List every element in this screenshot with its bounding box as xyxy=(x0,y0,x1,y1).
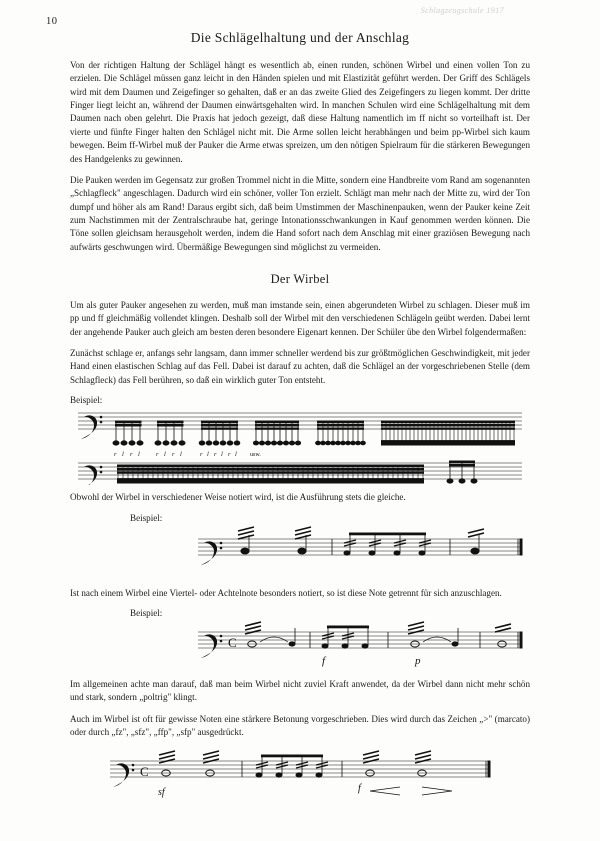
svg-text:r: r xyxy=(214,451,217,459)
svg-text:r: r xyxy=(114,451,117,459)
example-label: Beispiel: xyxy=(130,607,163,618)
page-content xyxy=(70,30,530,813)
page-title: Die Schlägelhaltung und der Anschlag xyxy=(190,30,410,45)
svg-text:r: r xyxy=(200,451,203,459)
dynamic-f: f xyxy=(322,654,326,667)
svg-text:l: l xyxy=(122,451,124,459)
music-notation-example-3 xyxy=(70,620,530,672)
paragraph: Obwohl der Wirbel in verschiedener Weise notiert wird, ist die Ausführung stets die gleiche. xyxy=(70,492,406,503)
svg-text:C: C xyxy=(140,764,149,780)
music-notation-example-1 xyxy=(70,407,530,485)
svg-text:l: l xyxy=(180,451,182,459)
svg-text:l: l xyxy=(235,451,237,459)
paragraph: Um als guter Pauker angesehen zu werden, muß man imstande sein, einen abgerundeten Wirbel zu schlagen. Dieser muß im pp und ff gleichmäßig vollendet klingen. Deshalb soll der Wirbel mit den verschiedenen Schlägeln geübt werden. Dabei lernt der angehende Pauker auch gleich am besten deren besondere Eigenart kennen. Der Schüler übe den Wirbel folgendermaßen: xyxy=(70,300,530,337)
svg-text:r: r xyxy=(130,451,133,459)
svg-text:C: C xyxy=(228,634,237,650)
svg-text:r: r xyxy=(228,451,231,459)
dynamic-p: p xyxy=(415,654,421,667)
paragraph: Von der richtigen Haltung der Schlägel hängt es wesentlich ab, einen runden, schönen Wirbel und einen vollen Ton zu erzielen. Die Schlägel müssen ganz leicht in den Händen spielen und mit Elastizität geführt werden. Der Griff des Schlägels wird mit dem Daumen und Zeigefinger so gehalten, daß er an das zweite Glied des Zeigefingers zu liegen kommt. Der dritte Finger liegt leicht an, während der Daumen einwärtsgehalten wird. In manchen Schulen wird eine Schlägelhaltung mit dem Daumen nach oben gelehrt. Die Praxis hat jedoch gezeigt, daß diese Haltung namentlich im ff nicht so vorteilhaft ist. Der vierte und fünfte Finger halten den Schlägel nicht mit. Die Arme sollen leicht herabhängen und beim pp-Wirbel sich kaum bewegen. Beim ff-Wirbel muß der Pauker die Arme etwas spreizen, um den nötigen Spielraum für die stärkeren Bewegungen des Handgelenks zu gewinnen. xyxy=(70,60,530,164)
section-heading-wirbel: Der Wirbel xyxy=(270,272,330,287)
example-label: Beispiel: xyxy=(130,512,163,523)
paragraph: Auch im Wirbel ist oft für gewisse Noten eine stärkere Betonung vorgeschrieben. Dies wird durch das Zeichen „>" (marcato) oder durch „fz", „sfz", „ffp", „sfp" ausgedrückt. xyxy=(70,713,530,737)
svg-text:l: l xyxy=(221,451,223,459)
svg-text:l: l xyxy=(138,451,140,459)
dynamic-f: f xyxy=(358,783,361,795)
paragraph: Ist nach einem Wirbel eine Viertel- oder Achtelnote besonders notiert, so ist diese Note getrennt für sich anzuschlagen. xyxy=(70,587,502,598)
svg-text:r: r xyxy=(172,451,175,459)
svg-text:usw.: usw. xyxy=(250,452,261,459)
paragraph: Zunächst schlage er, anfangs sehr langsam, dann immer schneller werdend bis zur größtmöglichen Geschwindigkeit, mit jeder Hand einen elastischen Schlag auf das Fell. Dabei ist darauf zu achten, daß die Schlägel an der vorgeschriebenen Stelle (dem Schlagfleck) das Fell berühren, so daß ein wirklich guter Ton entsteht. xyxy=(70,348,530,385)
svg-text:l: l xyxy=(207,451,209,459)
music-notation-example-4 xyxy=(70,747,530,807)
paragraph: Im allgemeinen achte man darauf, daß man beim Wirbel nicht zuviel Kraft anwendet, da der Wirbel dann nicht mehr schön und stark, sondern „poltrig" klingt. xyxy=(70,678,530,703)
page-number: 10 xyxy=(46,16,58,27)
paragraph: Die Pauken werden im Gegensatz zur großen Trommel nicht in die Mitte, sondern eine Handbreite vom Rand am sogenannten „Schlagfleck" angeschlagen. Dadurch wird ein schöner, voller Ton erzielt. Schlägt man mehr nach der Mitte zu, wird der Ton dumpf und höher als am Rand! Daraus ergibt sich, daß beim Umstimmen der Maschinenpauken, wenn der Pauker keine Zeit zum Nachstimmen mit der Zentralschraube hat, geringe Intonationsschwankungen in Kauf genommen werden können. Die Töne sollen gleichsam herausgeholt werden, indem die Hand sofort nach dem Anschlag mit einer graziösen Bewegung nach aufwärts geschwungen wird. Übermäßige Bewegungen sind möglichst zu vermeiden. xyxy=(70,174,530,252)
example-label: Beispiel: xyxy=(70,395,103,406)
faint-running-header: Schlagzeugschule 1917 xyxy=(420,6,504,15)
svg-text:l: l xyxy=(164,451,166,459)
svg-text:r: r xyxy=(156,451,159,459)
dynamic-sf: sf xyxy=(158,787,165,799)
music-notation-example-2 xyxy=(70,525,530,581)
